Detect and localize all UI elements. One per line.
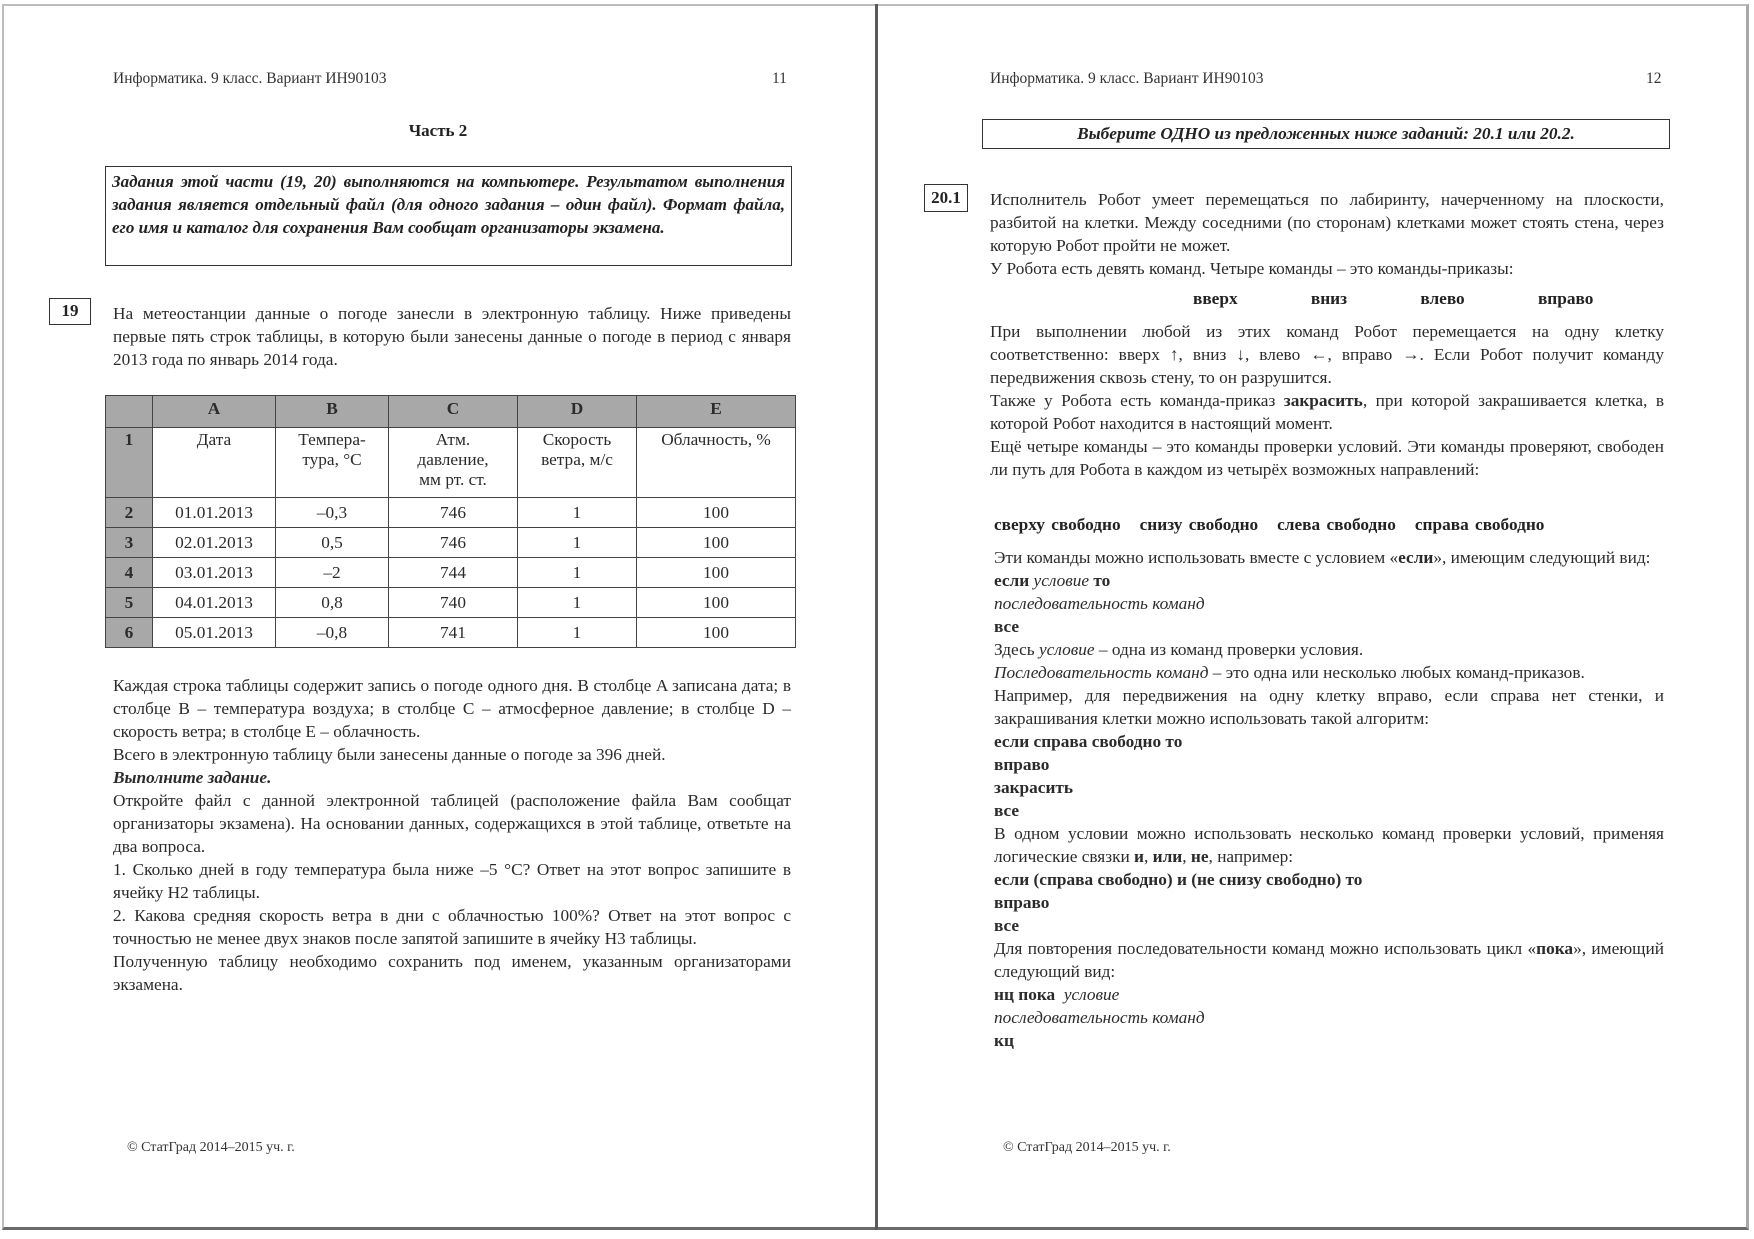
part-title: Часть 2: [408, 121, 468, 140]
syntax-description: Эти команды можно использовать вместе с условием «если», имеющим следующий вид: если условие то последовательность команд все Здесь условие – одна из команд проверки условия. Последовательность команд – это одна или несколько любых команд-приказов. Например, для передвижения на одну клетку вправо, если справа нет стенки, и закрашивания клетки можно использовать такой алгоритм: если справа свободно то вправо закрасить все В одном условии можно использовать несколько команд проверки условий, применяя логические связки и, или, не, например: если (справа свободно) и (не снизу свободно) то вправо все Для повторения последовательности команд можно использовать цикл «пока», имеющий следующий вид: нц пока условие последовательность команд кц: [994, 548, 1664, 1050]
move-commands: вверх вниз влево вправо: [1193, 289, 1594, 308]
row-number: 6: [106, 618, 153, 648]
task-number-badge: 20.1: [924, 184, 968, 212]
header-cell: Темпера- тура, °С: [276, 428, 389, 498]
table-cell: 01.01.2013: [153, 498, 276, 528]
page-11: [0, 0, 876, 1239]
table-row: [106, 588, 796, 618]
table-cell: 05.01.2013: [153, 618, 276, 648]
example-description: Например, для передвижения на одну клетку вправо, если справа нет стенки, и закрашивания клетки можно использовать такой алгоритм:: [994, 686, 1664, 728]
running-head: Информатика. 9 класс. Вариант ИН90103: [990, 70, 1264, 87]
spreadsheet-table: [105, 395, 796, 648]
example-1-line: все: [994, 801, 1020, 820]
table-cell: 100: [637, 528, 796, 558]
table-cell: –0,3: [276, 498, 389, 528]
header-cell: Атм. давление, мм рт. ст.: [389, 428, 518, 498]
choose-task-notice: Выберите ОДНО из предложенных ниже заданий: 20.1 или 20.2.: [982, 119, 1670, 149]
check-description: Ещё четыре команды – это команды проверки условий. Эти команды проверяют, свободен ли путь для Робота в каждом из четырёх возможных направлений:: [990, 437, 1664, 479]
column-letter: C: [389, 396, 518, 428]
task-intro: На метеостанции данные о погоде занесли в электронную таблицу. Ниже приведены первые пять строк таблицы, в которую были занесены данные о погоде в период с января 2013 года по январь 2014 года.: [113, 304, 791, 369]
row-number: 4: [106, 558, 153, 588]
table-cell: 100: [637, 618, 796, 648]
page-number: 11: [772, 70, 787, 87]
part-notice-box: Задания этой части (19, 20) выполняются на компьютере. Результатом выполнения задания является отдельный файл (для одного задания – один файл). Формат файла, его имя и каталог для сохранения Вам сообщат организаторы экзамена.: [105, 166, 792, 266]
table-cell: 1: [518, 588, 637, 618]
column-letter-row: [106, 396, 796, 428]
table-cell: 0,8: [276, 588, 389, 618]
example-1-line: если справа свободно то: [994, 732, 1183, 751]
header-row: [106, 428, 796, 498]
row-number: 1: [106, 428, 153, 498]
table-cell: 100: [637, 498, 796, 528]
example-2-line: вправо: [994, 893, 1050, 912]
example-2-line: если (справа свободно) и (не снизу свободно) то: [994, 870, 1363, 889]
table-cell: 100: [637, 588, 796, 618]
question-1: 1. Сколько дней в году температура была ниже –5 °С? Ответ на этот вопрос запишите в ячейку H2 таблицы.: [113, 860, 791, 902]
intro-text: Исполнитель Робот умеет перемещаться по лабиринту, начерченному на плоскости, разбитой на клетки. Между соседними (по сторонам) клетками может стоять стена, через которую Робот пройти не может.: [990, 190, 1664, 255]
move-description: При выполнении любой из этих команд Робот перемещается на одну клетку соответственно: вверх ↑, вниз ↓, влево ←, вправо →. Если Робот получит команду передвижения сквозь стену, то он разрушится.: [990, 322, 1664, 387]
table-cell: 1: [518, 528, 637, 558]
description: Каждая строка таблицы содержит запись о погоде одного дня. В столбце A записана дата; в столбце B – температура воздуха; в столбце C – атмосферное давление; в столбце D – скорость ветра; в столбце E – облачность.: [113, 676, 791, 741]
row-number: 3: [106, 528, 153, 558]
table-cell: 02.01.2013: [153, 528, 276, 558]
row-number: 5: [106, 588, 153, 618]
header-cell: Дата: [153, 428, 276, 498]
table-cell: 1: [518, 498, 637, 528]
table-cell: 746: [389, 528, 518, 558]
check-commands: сверху свободно снизу свободно слева свободно справа свободно: [994, 515, 1545, 534]
table-row: [106, 618, 796, 648]
table-cell: 740: [389, 588, 518, 618]
question-2: 2. Какова средняя скорость ветра в дни с облачностью 100%? Ответ на этот вопрос с точностью не менее двух знаков после запятой запишите в ячейку H3 таблицы.: [113, 906, 791, 948]
commands-intro: У Робота есть девять команд. Четыре команды – это команды-приказы:: [990, 259, 1514, 278]
running-head: Информатика. 9 класс. Вариант ИН90103: [113, 70, 387, 87]
column-letter: A: [153, 396, 276, 428]
instructions: Откройте файл с данной электронной таблицей (расположение файла Вам сообщат организаторы экзамена). На основании данных, содержащихся в этой таблице, ответьте на два вопроса.: [113, 791, 791, 856]
page-number: 12: [1646, 70, 1662, 87]
paint-description: Также у Робота есть команда-приказ закрасить, при которой закрашивается клетка, в которой Робот находится в настоящий момент.: [990, 391, 1664, 433]
table-cell: 741: [389, 618, 518, 648]
sequence-note: Последовательность команд – это одна или несколько любых команд-приказов.: [994, 663, 1585, 682]
if-description: Эти команды можно использовать вместе с условием «если», имеющим следующий вид:: [994, 548, 1651, 567]
if-syntax: если условие то: [994, 571, 1111, 590]
header-cell: Скорость ветра, м/с: [518, 428, 637, 498]
column-letter: B: [276, 396, 389, 428]
table-cell: 1: [518, 558, 637, 588]
table-row: [106, 558, 796, 588]
table-cell: –2: [276, 558, 389, 588]
table-cell: 746: [389, 498, 518, 528]
table-cell: –0,8: [276, 618, 389, 648]
table-cell: 0,5: [276, 528, 389, 558]
row-number: 2: [106, 498, 153, 528]
copyright-footer: © СтатГрад 2014–2015 уч. г.: [1003, 1140, 1171, 1155]
corner-cell: [106, 396, 153, 428]
example-2-line: все: [994, 916, 1020, 935]
table-cell: 1: [518, 618, 637, 648]
table-cell: 100: [637, 558, 796, 588]
task-number-badge: 19: [49, 298, 91, 325]
logic-description: В одном условии можно использовать несколько команд проверки условий, применяя логические связки и, или, не, например:: [994, 824, 1664, 866]
header-cell: Облачность, %: [637, 428, 796, 498]
task-body: [113, 674, 791, 996]
table-cell: 744: [389, 558, 518, 588]
robot-intro: [990, 188, 1664, 280]
loop-description: Для повторения последовательности команд можно использовать цикл «пока», имеющий следующий вид:: [994, 939, 1664, 981]
table-row: [106, 528, 796, 558]
table-row: [106, 498, 796, 528]
table-cell: 03.01.2013: [153, 558, 276, 588]
table-cell: 04.01.2013: [153, 588, 276, 618]
days-count-note: Всего в электронную таблицу были занесены данные о погоде за 396 дней.: [113, 745, 666, 764]
copyright-footer: © СтатГрад 2014–2015 уч. г.: [127, 1140, 295, 1155]
condition-note: Здесь условие – одна из команд проверки условия.: [994, 640, 1364, 659]
example-1-line: вправо: [994, 755, 1050, 774]
column-letter: D: [518, 396, 637, 428]
commands-description: [990, 320, 1664, 481]
do-task-heading: Выполните задание.: [113, 768, 272, 787]
save-note: Полученную таблицу необходимо сохранить под именем, указанным организаторами экзамена.: [113, 952, 791, 994]
column-letter: E: [637, 396, 796, 428]
loop-syntax: нц пока условие: [994, 985, 1120, 1004]
example-1-line: закрасить: [994, 778, 1074, 797]
